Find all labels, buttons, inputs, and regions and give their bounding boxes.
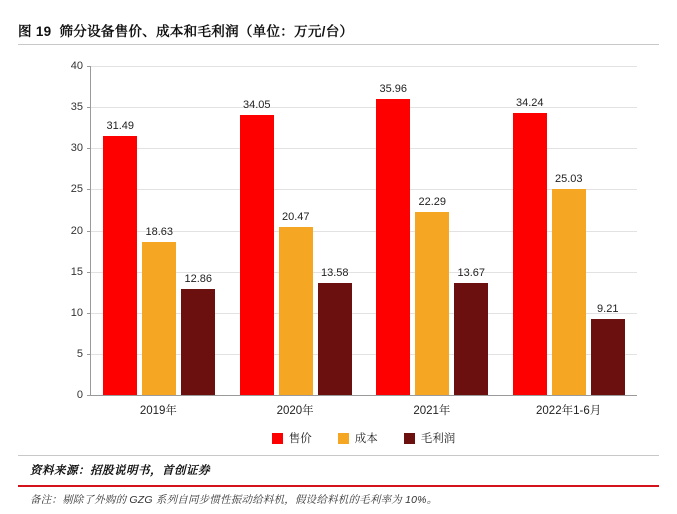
x-tick-label: 2020年	[276, 405, 314, 417]
chart-plot-area	[70, 60, 637, 401]
figure-title-row	[18, 16, 659, 44]
x-tick-label: 2019年	[139, 405, 177, 417]
legend-label: 成本	[354, 433, 378, 445]
gridline-baseline	[76, 389, 637, 401]
page-title: 筛分设备售价、成本和毛利润（单位：万元/台）	[59, 24, 354, 39]
footnote-text: 备注：剔除了外购的 GZG 系列自同步惯性振动给料机，假设给料机的毛利率为 10%。	[30, 494, 438, 506]
bar-profit[interactable]	[181, 273, 215, 395]
bar-profit[interactable]	[454, 266, 488, 395]
bar-price[interactable]	[376, 83, 410, 395]
bar-value-label: 31.49	[106, 119, 135, 132]
bar-value-label: 34.05	[242, 98, 271, 111]
bar-value-label: 20.47	[281, 210, 310, 223]
y-tick-label: 40	[70, 60, 83, 72]
bar-group	[228, 66, 365, 395]
bar-value-label: 13.58	[320, 267, 349, 280]
bar-profit[interactable]	[591, 303, 625, 395]
bar-cost[interactable]	[415, 195, 449, 395]
bar-value-label: 22.29	[418, 195, 447, 208]
footer-divider-accent	[18, 485, 659, 487]
footer-divider-top	[18, 455, 659, 456]
y-tick-label: 15	[70, 265, 83, 278]
bar-price[interactable]	[513, 97, 547, 395]
bar-value-label: 12.86	[184, 273, 213, 286]
title-divider	[18, 44, 659, 45]
bar-value-label: 18.63	[145, 225, 174, 238]
bar-value-label: 35.96	[379, 83, 408, 96]
bar-group	[501, 66, 638, 395]
x-tick-label: 2022年1-6月	[536, 405, 602, 417]
y-tick-label: 0	[76, 389, 83, 401]
bar-value-label: 9.21	[597, 303, 619, 316]
x-axis-labels	[90, 402, 637, 418]
y-tick-label: 25	[70, 183, 83, 196]
chart-container	[18, 52, 659, 445]
bar-price[interactable]	[240, 98, 274, 395]
y-tick-label: 30	[70, 142, 83, 155]
bar-group	[364, 66, 501, 395]
legend-swatch-icon	[404, 433, 415, 444]
chart-legend	[90, 430, 637, 446]
legend-swatch-icon	[272, 433, 283, 444]
y-tick-label: 20	[70, 224, 83, 237]
legend-label: 售价	[288, 433, 312, 445]
bar-cost[interactable]	[142, 225, 176, 395]
bar-profit[interactable]	[318, 267, 352, 395]
y-tick-label: 35	[70, 101, 83, 114]
bar-groups	[91, 66, 637, 395]
legend-item-price[interactable]	[272, 430, 312, 446]
legend-label: 毛利润	[420, 433, 456, 445]
figure-label: 图 19	[18, 24, 52, 39]
legend-item-cost[interactable]	[338, 430, 378, 446]
legend-item-profit[interactable]	[404, 430, 456, 446]
bar-value-label: 13.67	[457, 266, 486, 279]
bar-cost[interactable]	[552, 173, 586, 395]
source-text: 资料来源：招股说明书，首创证券	[30, 465, 210, 477]
y-tick-label: 10	[70, 306, 83, 319]
bar-price[interactable]	[103, 119, 137, 395]
bar-cost[interactable]	[279, 210, 313, 395]
y-tick-label: 5	[76, 347, 83, 360]
bar-group	[91, 66, 228, 395]
bar-value-label: 34.24	[515, 97, 544, 110]
bar-value-label: 25.03	[554, 173, 583, 186]
legend-swatch-icon	[338, 433, 349, 444]
x-tick-label: 2021年	[413, 405, 451, 417]
